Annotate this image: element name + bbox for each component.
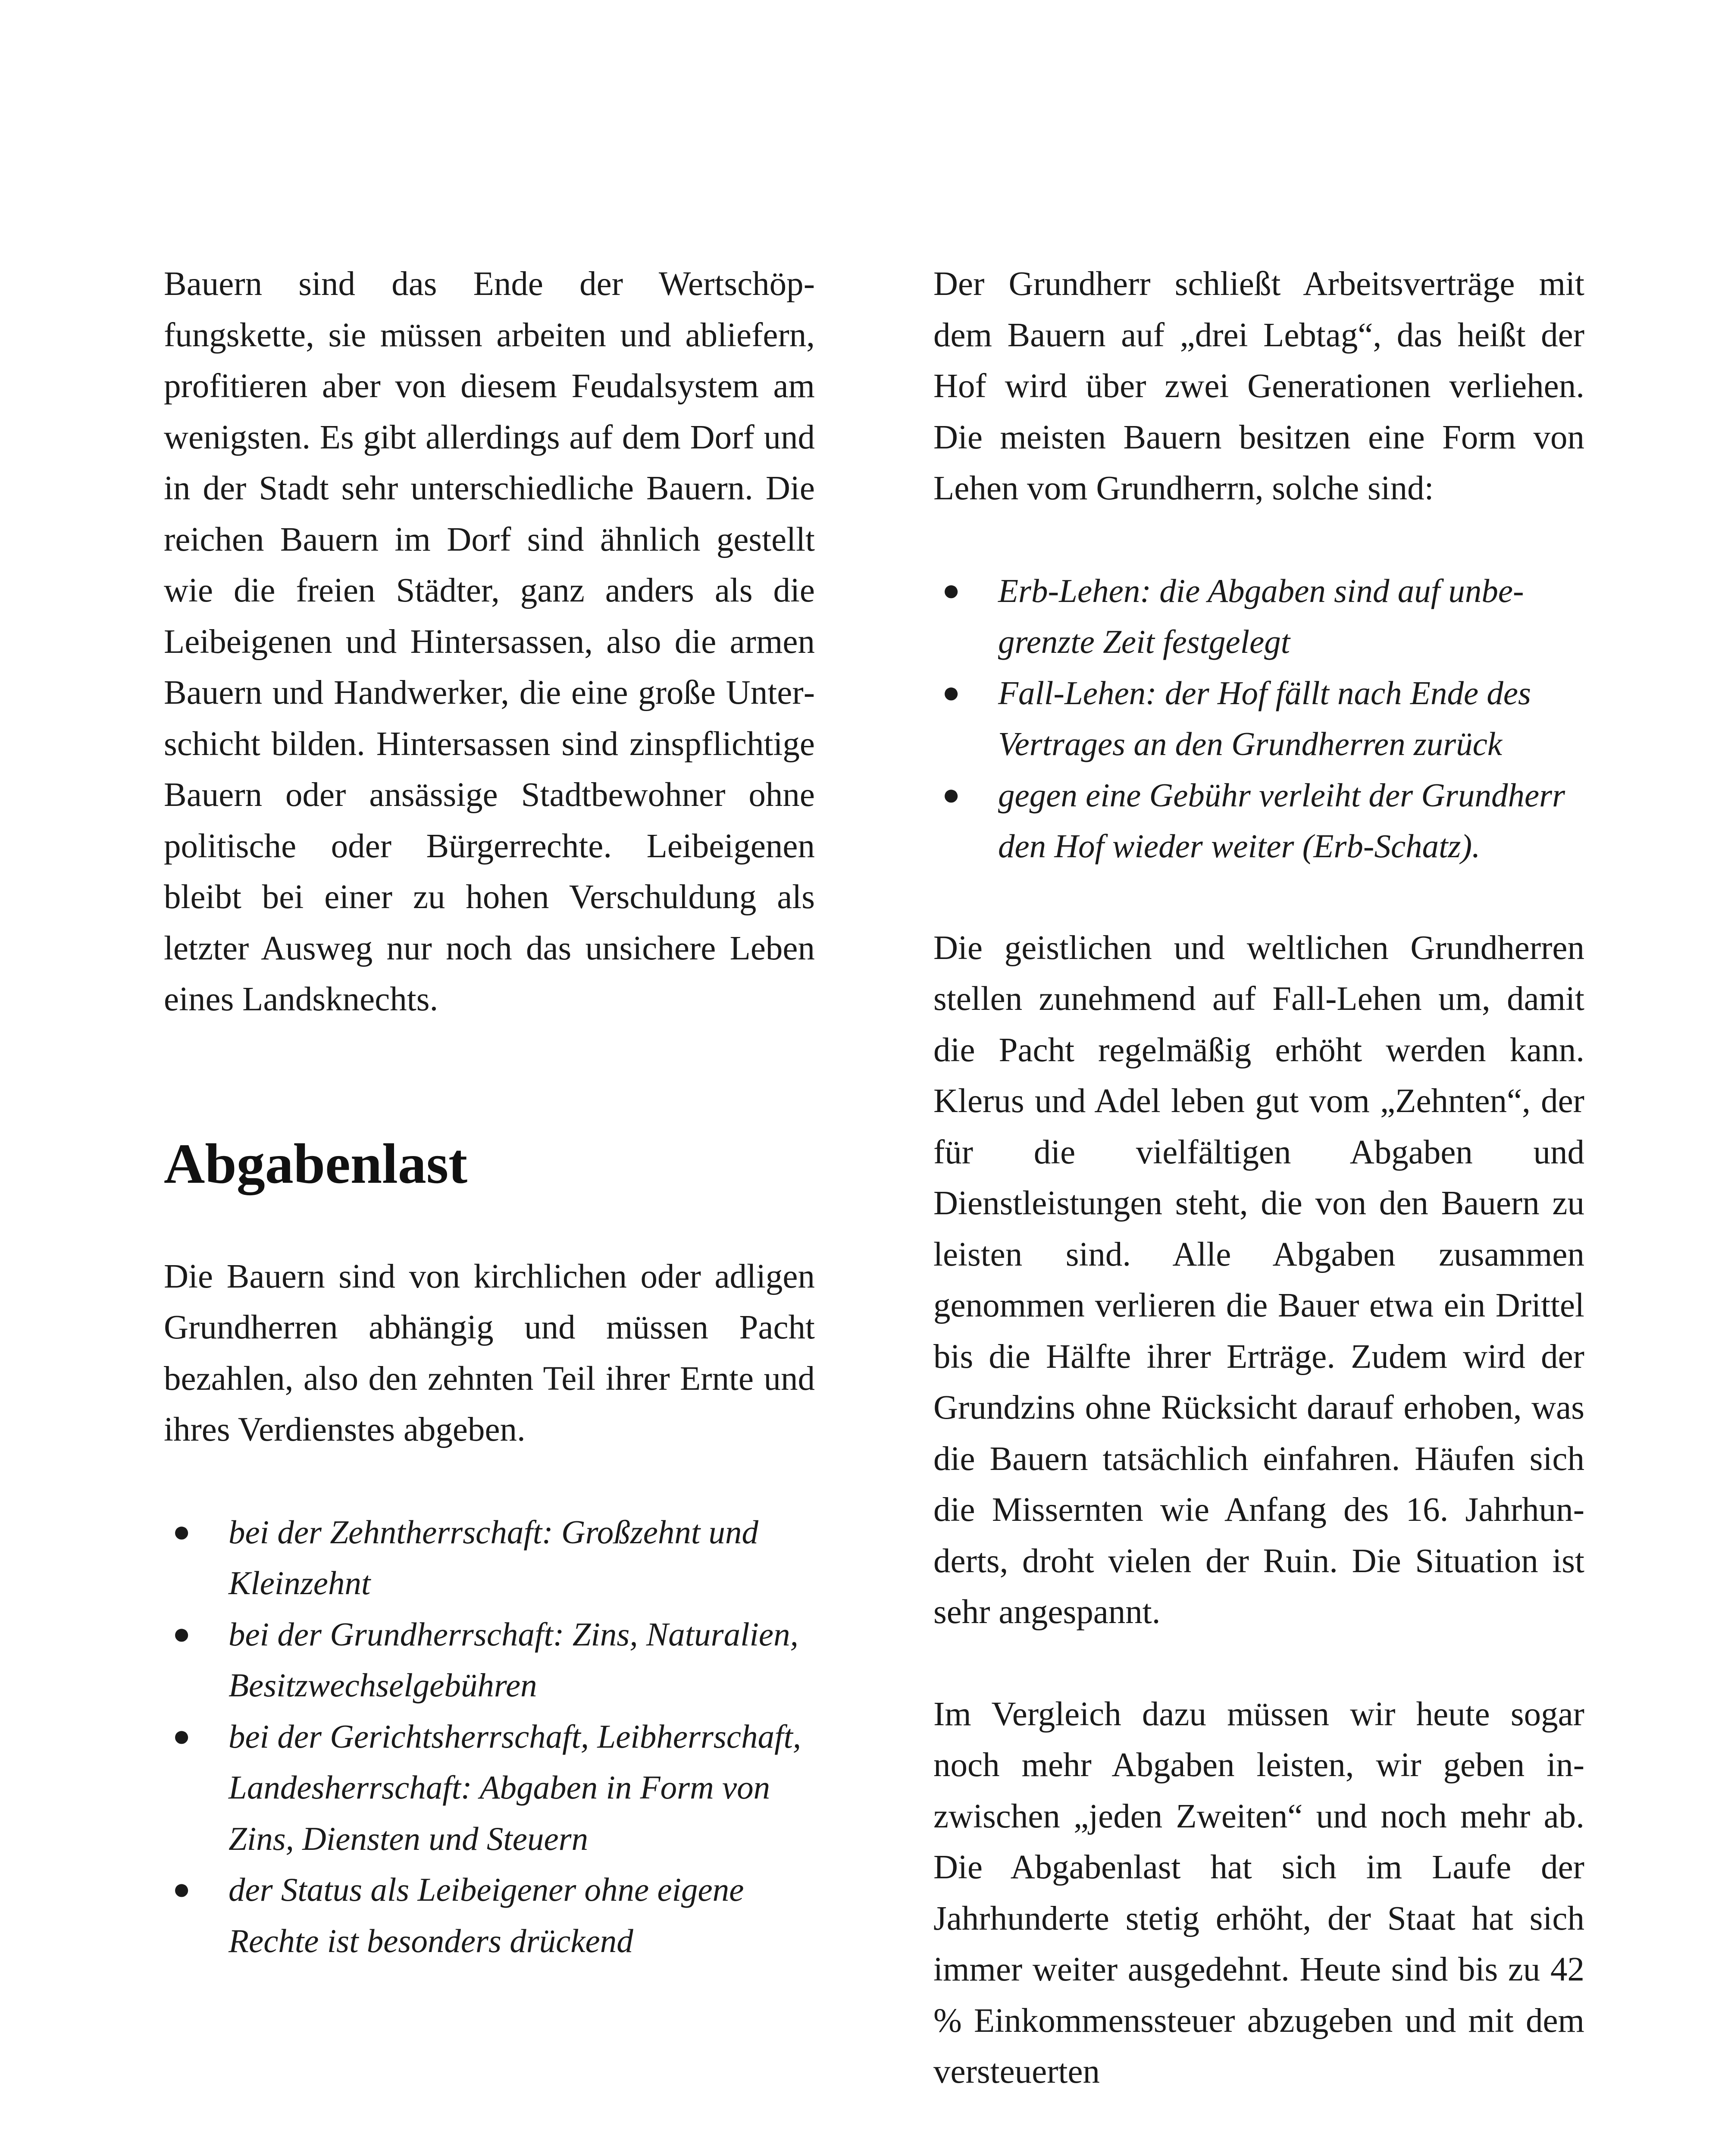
list-item-text: bei der Zehntherrschaft: Großzehnt und Kleinzehnt <box>229 1513 759 1601</box>
spacer <box>164 1456 815 1507</box>
list-item-text: Erb-Lehen: die Abgaben sind auf unbegrenzte Zeit festgelegt <box>998 572 1524 660</box>
list-item <box>164 1864 815 1966</box>
spacer <box>933 1638 1584 1689</box>
spacer <box>164 1200 815 1251</box>
spacer <box>933 514 1584 565</box>
list-item <box>933 667 1584 770</box>
list-item <box>164 1507 815 1609</box>
list-item <box>164 1711 815 1865</box>
bullet-icon: ● <box>172 1719 191 1753</box>
fief-list <box>933 565 1584 872</box>
right-column <box>933 259 1584 2098</box>
levy-list <box>164 1507 815 1967</box>
bullet-icon: ● <box>942 573 961 607</box>
list-item <box>164 1609 815 1711</box>
list-item-text: Fall-Lehen: der Hof fällt nach Ende des Vertrages an den Grundherren zurück <box>998 674 1531 762</box>
list-item-text: bei der Grundherrschaft: Zins, Naturalien, Besitzwechselgebühren <box>229 1615 798 1704</box>
bullet-icon: ● <box>942 676 961 709</box>
bullet-icon: ● <box>942 778 961 812</box>
intro-paragraph: Bauern sind das Ende der Wertschöpfungskette, sie müssen arbeiten und abliefern, profitieren aber von diesem Feudalsystem am wenigsten. Es gibt allerdings auf dem Dorf und in der Stadt sehr unterschiedliche Bauern. Die reichen Bauern im Dorf sind ähnlich gestellt wie die freien Städter, ganz anders als die Leibeigenen und Hintersassen, also die armen Bauern und Handwerker, die eine große Unterschicht bilden. Hintersassen sind zinspflichtige Bauern oder ansässige Stadtbewohner ohne politische oder Bürgerrechte. Leibeigenen bleibt bei einer zu hohen Verschuldung als letzter Ausweg nur noch das unsichere Leben eines Landsknechts. <box>164 265 815 1018</box>
spacer <box>933 872 1584 923</box>
spacer <box>164 1025 815 1127</box>
left-column <box>164 259 815 1966</box>
list-item-text: gegen eine Gebühr verleiht der Grundherr den Hof wieder weiter (Erb-Schatz). <box>998 776 1565 865</box>
tithe-paragraph: Die geistlichen und weltlichen Grundherren stellen zunehmend auf Fall-Lehen um, damit die Pacht regelmäßig erhöht werden kann. Klerus und Adel leben gut vom „Zehnten“, der für die vielfältigen Abgaben und Dienstleistungen steht, die von den Bauern zu leisten sind. Alle Abgaben zusammen genommen verlieren die Bauer etwa ein Drittel bis die Hälfte ihrer Erträge. Zudem wird der Grundzins ohne Rücksicht darauf erhoben, was die Bauern tatsächlich einfahren. Häufen sich die Missernten wie Anfang des 16. Jahrhunderts, droht vielen der Ruin. Die Situation ist sehr angespannt. <box>933 929 1584 1631</box>
comparison-paragraph: Im Vergleich dazu müssen wir heute sogar noch mehr Abgaben leisten, wir geben inzwischen „jeden Zweiten“ und noch mehr ab. Die Abgabenlast hat sich im Laufe der Jahrhunderte stetig erhöht, der Staat hat sich immer weiter ausgedehnt. Heute sind bis zu 42 % Einkommenssteuer abzugeben und mit dem versteuerten <box>933 1695 1584 2090</box>
section-heading: Abgabenlast <box>164 1131 468 1195</box>
bullet-icon: ● <box>172 1873 191 1906</box>
list-item <box>933 565 1584 667</box>
bullet-icon: ● <box>172 1515 191 1548</box>
list-item-text: bei der Gerichtsherrschaft, Leibherrschaft, Landesherrschaft: Abgaben in Form von Zins, Diensten und Steuern <box>229 1717 801 1857</box>
bullet-icon: ● <box>172 1617 191 1651</box>
section-paragraph: Die Bauern sind von kirchlichen oder adligen Grundherren abhängig und müssen Pacht bezahlen, also den zehnten Teil ihrer Ernte und ihres Verdienstes abgeben. <box>164 1257 815 1448</box>
list-item-text: der Status als Leibeigener ohne eigene Rechte ist besonders drückend <box>229 1871 744 1959</box>
lease-paragraph: Der Grundherr schließt Arbeitsverträge mit dem Bauern auf „drei Lebtag“, das heißt der Hof wird über zwei Generationen verliehen. Die meisten Bauern besitzen eine Form von Lehen vom Grundherrn, solche sind: <box>933 265 1584 507</box>
list-item <box>933 770 1584 872</box>
